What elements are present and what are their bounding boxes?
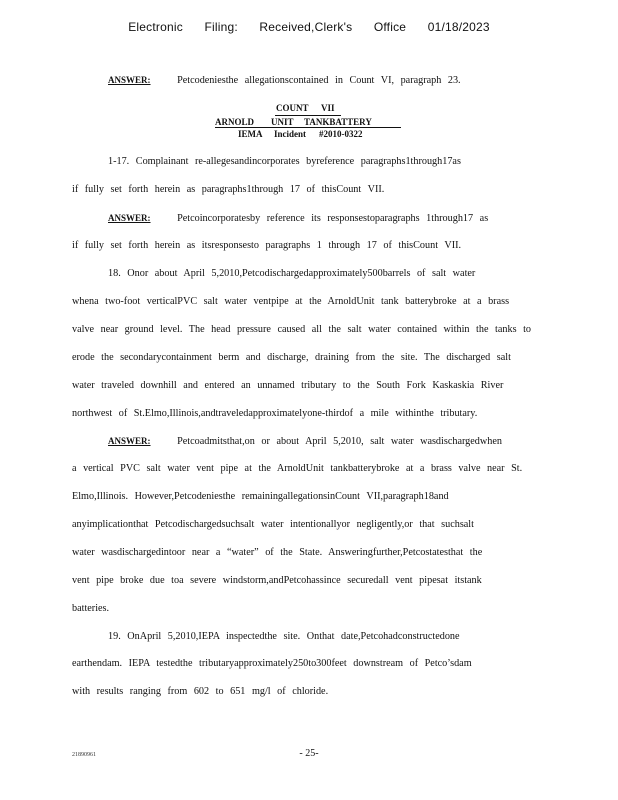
paragraph-18-line-4: erode the secondarycontainment berm and discharge, draining from the site. The discharged salt: [72, 352, 511, 363]
paragraph-18-line-1: 18. Onor about April 5,2010,Petcodischargedapproximately500barrels of salt water: [108, 268, 476, 279]
paragraph-18-line-5: water traveled downhill and entered an unnamed tributary to the South Fork Kaskaskia River: [72, 380, 504, 391]
header-office: Office: [373, 20, 407, 34]
paragraph-1-17-line-1: 1-17. Complainant re-allegesandincorporates byreference paragraphs1through17as: [108, 156, 461, 167]
paragraph-19-line-1: 19. OnApril 5,2010,IEPA inspectedthe site. Onthat date,Petcohadconstructedone: [108, 631, 460, 642]
count-incident: Incident: [274, 129, 307, 139]
count-label: COUNT: [276, 103, 309, 113]
paragraph-19-line-2: earthendam. IEPA testedthe tributaryapproximately250to300feet downstream of Petco’sdam: [72, 658, 472, 669]
answer-1-17-line-2: if fully set forth herein as itsresponsesto paragraphs 1 through 17 of thisCount VII.: [72, 240, 462, 251]
count-incident-number: #2010-0322: [319, 129, 363, 139]
paragraph-19-line-3: with results ranging from 602 to 651 mg/l of chloride.: [72, 686, 329, 697]
electronic-filing-header: [0, 20, 618, 34]
answer-count-vi-para-23: [108, 74, 461, 87]
paragraph-1-17-line-2: if fully set forth herein as paragraphs1through 17 of thisCount VII.: [72, 184, 385, 195]
answer-label: ANSWER:: [108, 75, 151, 85]
paragraph-18-line-6: northwest of St.Elmo,Illinois,andtraveledapproximatelyone-thirdof a mile withinthe tributary.: [72, 408, 478, 419]
answer-18-line-2: a vertical PVC salt water vent pipe at the ArnoldUnit tankbatterybroke at a brass valve near St.: [72, 463, 523, 474]
count-unit: UNIT: [271, 117, 294, 127]
answer-label: ANSWER:: [108, 213, 151, 223]
answer-text: Petcodeniesthe allegationscontained in Count VI, paragraph 23.: [177, 75, 461, 86]
answer-18-line-3: Elmo,Illinois. However,Petcodeniesthe remainingallegationsinCount VII,paragraph18and: [72, 491, 449, 502]
count-subtitle-underline: [215, 127, 401, 128]
answer-text: Petcoincorporatesby reference its responsestoparagraphs 1through17 as: [177, 213, 489, 224]
answer-1-17-line-1: [108, 212, 488, 225]
header-date: 01/18/2023: [427, 20, 490, 34]
count-number: VII: [321, 103, 335, 113]
answer-text: Petcoadmitsthat,on or about April 5,2010, salt water wasdischargedwhen: [177, 436, 502, 447]
count-underline: [275, 115, 341, 116]
paragraph-18-line-3: valve near ground level. The head pressure caused all the salt water contained within the tanks to: [72, 324, 532, 335]
answer-18-line-5: water wasdischargedintoor near a “water” of the State. Answeringfurther,Petcostatesthat the: [72, 547, 483, 558]
answer-18-line-7: batteries.: [72, 603, 110, 614]
page-number: - 25-: [299, 748, 319, 759]
answer-18-line-6: vent pipe broke due toa severe windstorm,andPetcohassince securedall vent pipesat itstank: [72, 575, 482, 586]
count-arnold: ARNOLD: [215, 117, 255, 127]
answer-label: ANSWER:: [108, 436, 151, 446]
paragraph-18-line-2: whena two-foot verticalPVC salt water ventpipe at the ArnoldUnit tank batterybroke at a brass: [72, 296, 510, 307]
answer-18-line-1: [108, 435, 502, 448]
header-filing: Filing:: [204, 20, 238, 34]
header-electronic: Electronic: [128, 20, 183, 34]
answer-18-line-4: anyimplicationthat Petcodischargedsuchsalt water intentionallyor negligently,or that suchsalt: [72, 519, 474, 530]
document-id: 21890961: [72, 752, 96, 758]
count-tankbattery: TANKBATTERY: [304, 117, 372, 127]
count-iema: IEMA: [238, 129, 263, 139]
header-received-clerks: Received,Clerk's: [259, 20, 353, 34]
